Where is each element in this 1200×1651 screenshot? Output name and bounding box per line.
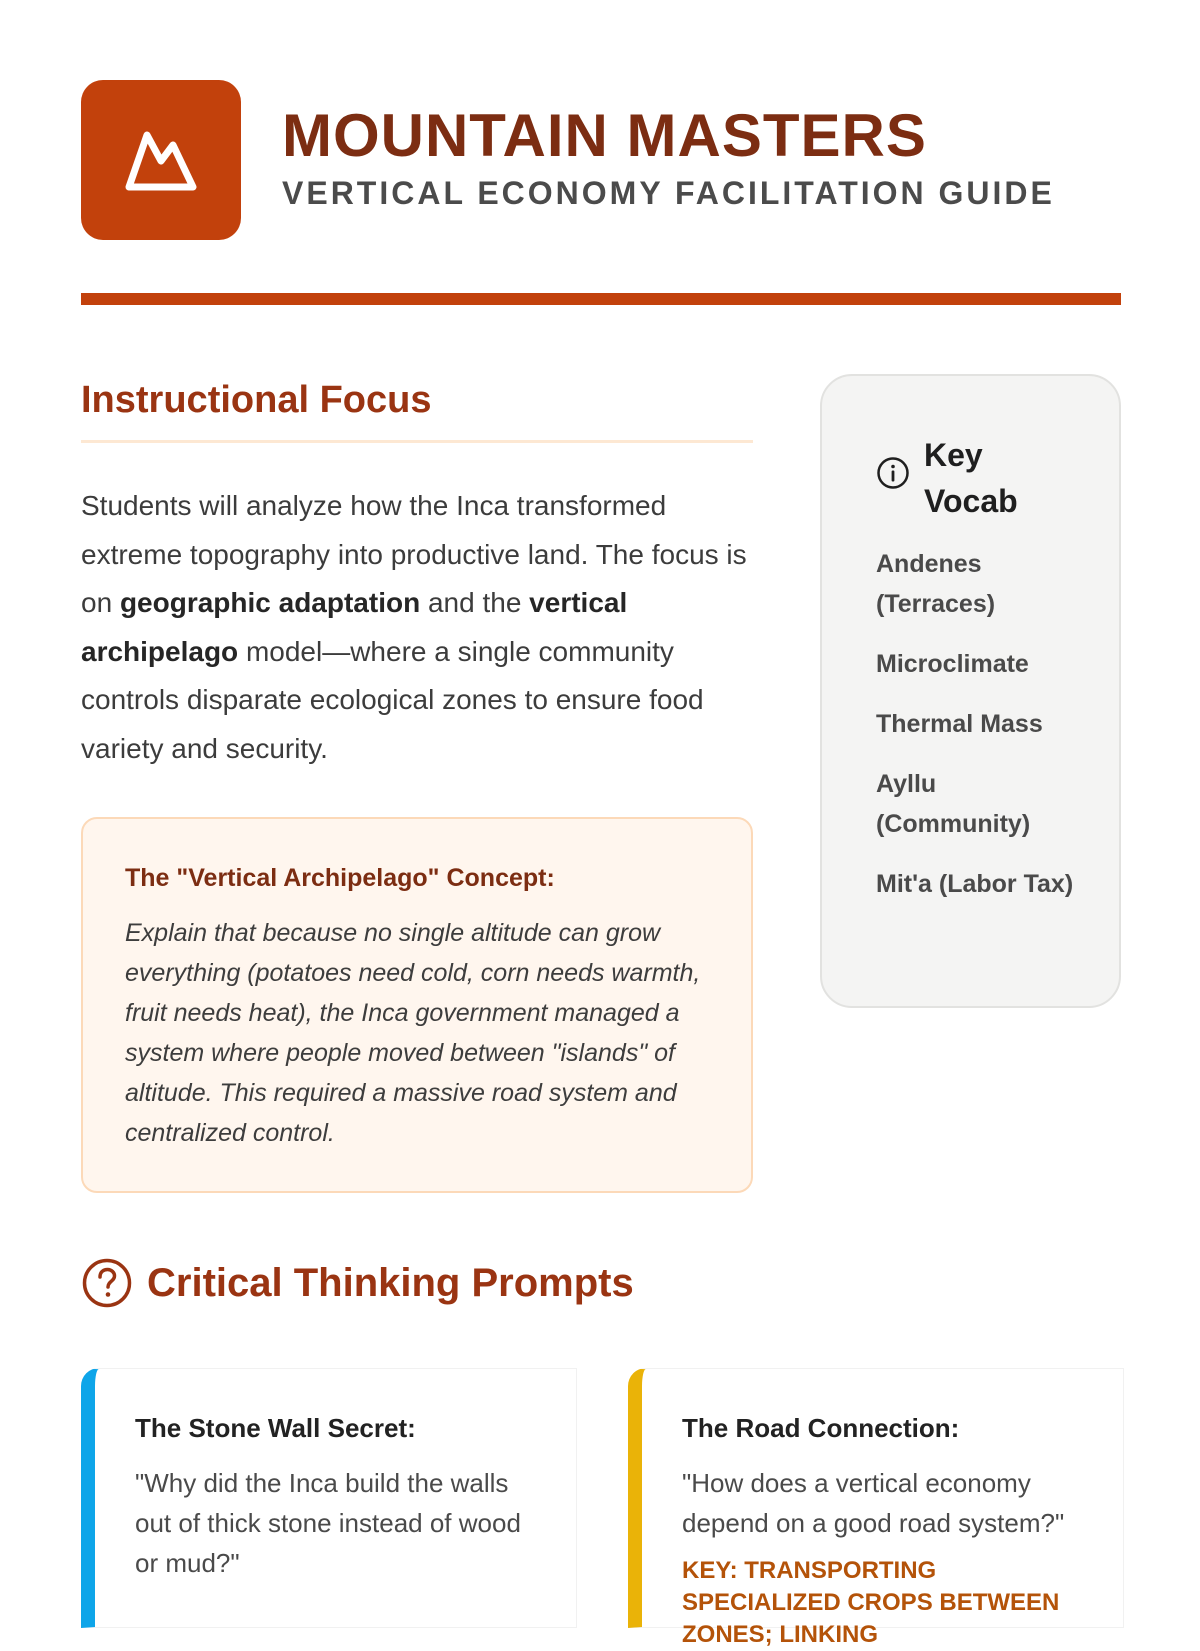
prompt-answer-key: KEY: TRANSPORTING SPECIALIZED CROPS BETWEEN ZONES; LINKING xyxy=(682,1557,1060,1648)
key-vocab-header xyxy=(876,432,1089,524)
concept-callout xyxy=(81,817,753,1193)
prompt-card-road-connection xyxy=(628,1368,1124,1648)
focus-text-part: model—where a single community controls disparate ecological zones to ensure food variety and security. xyxy=(81,635,704,764)
vocab-item: Microclimate xyxy=(876,650,1029,678)
question-circle-icon xyxy=(81,1257,133,1309)
focus-heading-underline xyxy=(81,440,753,443)
vocab-item: Andenes (Terraces) xyxy=(876,550,996,618)
key-vocab-list xyxy=(876,544,1089,904)
guide-header xyxy=(81,80,1121,260)
vocab-item: Ayllu (Community) xyxy=(876,770,1031,838)
critical-thinking-header xyxy=(81,1256,634,1310)
key-vocab-card xyxy=(820,374,1121,1008)
concept-text: Explain that because no single altitude can grow everything (potatoes need cold, corn needs warmth, fruit needs heat), the Inca government managed a system where people moved between "islands" of altitude. This required a massive road system and centralized control. xyxy=(125,919,701,1147)
vocab-item: Mit'a (Labor Tax) xyxy=(876,870,1074,898)
prompt-question: "Why did the Inca build the walls out of thick stone instead of wood or mud?" xyxy=(135,1468,521,1578)
instructional-focus-text xyxy=(81,482,753,773)
facilitation-guide-page xyxy=(81,80,1121,1648)
prompt-card-stone-wall xyxy=(81,1368,577,1628)
focus-bold-term: geographic adaptation xyxy=(119,587,421,618)
prompt-question: "How does a vertical economy depend on a good road system?" xyxy=(682,1468,1065,1538)
focus-text-part: and the xyxy=(420,587,530,618)
focus-bold-term: vertical archipelago xyxy=(81,587,628,667)
prompt-title: The Stone Wall Secret: xyxy=(135,1413,416,1443)
focus-text-part: Students will analyze how the Inca transformed extreme topography into productive land. The focus is on xyxy=(81,490,747,618)
page-subtitle: VERTICAL ECONOMY FACILITATION GUIDE xyxy=(282,175,1055,211)
critical-thinking-heading: Critical Thinking Prompts xyxy=(147,1261,634,1305)
vocab-item: Thermal Mass xyxy=(876,710,1043,738)
page-title: MOUNTAIN MASTERS xyxy=(282,102,927,169)
info-icon xyxy=(876,456,910,490)
logo-badge xyxy=(81,80,241,240)
mountain-icon xyxy=(123,125,199,195)
key-vocab-title: Key Vocab xyxy=(924,437,1018,519)
header-divider xyxy=(81,293,1121,305)
prompt-title: The Road Connection: xyxy=(682,1413,960,1443)
instructional-focus-heading: Instructional Focus xyxy=(81,379,432,421)
concept-title: The "Vertical Archipelago" Concept: xyxy=(125,864,555,892)
